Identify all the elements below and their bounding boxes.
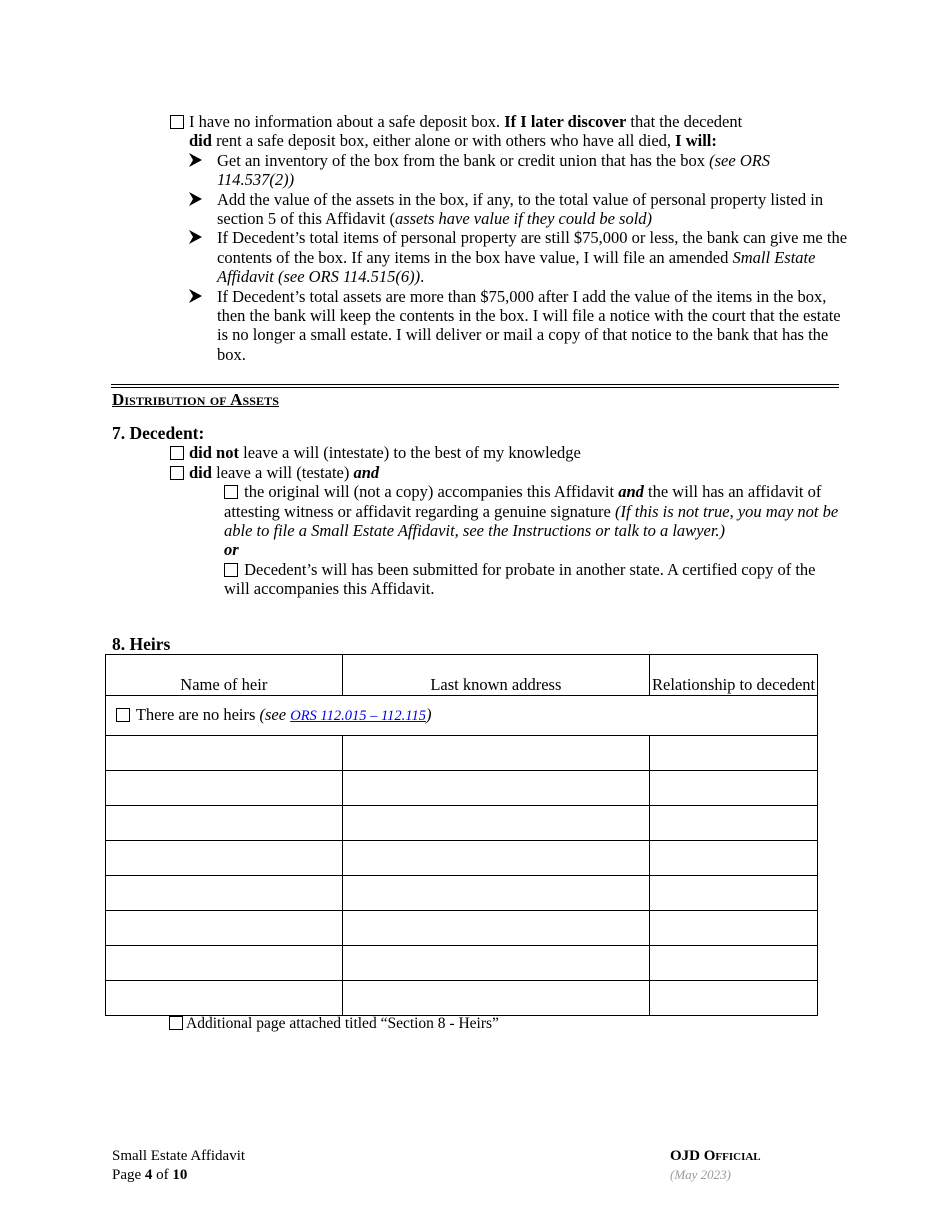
- additional-page-option: Additional page attached titled “Section 8 - Heirs”: [169, 1014, 499, 1033]
- table-row: [106, 771, 818, 806]
- arrowhead-bullet-icon: [189, 192, 202, 206]
- table-row: [106, 806, 818, 841]
- heir-address-cell[interactable]: [342, 841, 650, 876]
- heir-relationship-cell[interactable]: [650, 771, 818, 806]
- column-header-name: Name of heir: [106, 655, 343, 696]
- heir-address-cell[interactable]: [342, 981, 650, 1016]
- probate-other-state-checkbox[interactable]: [224, 563, 238, 577]
- heir-name-cell[interactable]: [106, 841, 343, 876]
- table-row: [106, 981, 818, 1016]
- did-leave-will-checkbox[interactable]: [170, 466, 184, 480]
- footer-left: [112, 1147, 245, 1184]
- heir-name-cell[interactable]: [106, 771, 343, 806]
- arrowhead-bullet-icon: [189, 153, 202, 167]
- heir-relationship-cell[interactable]: [650, 841, 818, 876]
- heir-relationship-cell[interactable]: [650, 876, 818, 911]
- heir-address-cell[interactable]: [342, 806, 650, 841]
- heir-name-cell[interactable]: [106, 806, 343, 841]
- original-will-checkbox[interactable]: [224, 485, 238, 499]
- intestate-option: did not leave a will (intestate) to the best of my knowledge: [170, 443, 842, 462]
- heir-relationship-cell[interactable]: [650, 736, 818, 771]
- heir-name-cell[interactable]: [106, 946, 343, 981]
- heir-name-cell[interactable]: [106, 981, 343, 1016]
- safe-deposit-section: [170, 112, 850, 364]
- form-name: Small Estate Affidavit: [112, 1148, 246, 1164]
- list-item: If Decedent’s total items of personal property are still $75,000 or less, the bank can give me the contents of the box. If any items in the box have value, I will file an amended Small Estate Affidavit (see ORS 114.515(6)).: [170, 228, 850, 286]
- heir-address-cell[interactable]: [342, 736, 650, 771]
- heir-address-cell[interactable]: [342, 771, 650, 806]
- safe-deposit-steps: [170, 151, 850, 364]
- table-row: [106, 946, 818, 981]
- heir-address-cell[interactable]: [342, 911, 650, 946]
- section-8-title: 8. Heirs: [112, 634, 171, 654]
- column-header-address: Last known address: [342, 655, 650, 696]
- column-header-relationship: Relationship to decedent: [650, 655, 818, 696]
- distribution-heading: Distribution of Assets: [112, 390, 280, 409]
- list-item: Get an inventory of the box from the bank or credit union that has the box (see ORS 114.537(2)): [170, 151, 850, 190]
- table-row: [106, 841, 818, 876]
- ors-statute-link[interactable]: ORS 112.015 – 112.115: [290, 707, 426, 724]
- list-item: If Decedent’s total assets are more than $75,000 after I add the value of the items in the box, then the bank will keep the contents in the box. I will file a notice with the court that the estate is no longer a small estate. I will deliver or mail a copy of that notice to the bank that has the box.: [170, 287, 850, 365]
- arrowhead-bullet-icon: [189, 230, 202, 244]
- additional-page-checkbox[interactable]: [169, 1016, 183, 1030]
- section-7-decedent: [112, 424, 842, 599]
- safe-deposit-lead: I have no information about a safe deposit box. If I later discover that the decedent did rent a safe deposit box, either alone or with others who have all died, I will:: [170, 112, 850, 151]
- table-row: [106, 911, 818, 946]
- no-heirs-checkbox[interactable]: [116, 708, 130, 722]
- heir-address-cell[interactable]: [342, 876, 650, 911]
- heir-address-cell[interactable]: [342, 946, 650, 981]
- heir-name-cell[interactable]: [106, 876, 343, 911]
- heir-relationship-cell[interactable]: [650, 911, 818, 946]
- heirs-table: [105, 654, 818, 1016]
- revision-date: (May 2023): [670, 1166, 732, 1182]
- no-safe-deposit-checkbox[interactable]: [170, 115, 184, 129]
- heir-relationship-cell[interactable]: [650, 981, 818, 1016]
- table-row: [106, 736, 818, 771]
- footer-right: [670, 1147, 761, 1184]
- heir-name-cell[interactable]: [106, 736, 343, 771]
- probate-other-state-option: Decedent’s will has been submitted for probate in another state. A certified copy of the will accompanies this Affidavit.: [224, 559, 816, 599]
- or-label: or: [224, 540, 239, 560]
- did-not-leave-will-checkbox[interactable]: [170, 446, 184, 460]
- heir-relationship-cell[interactable]: [650, 946, 818, 981]
- heir-relationship-cell[interactable]: [650, 806, 818, 841]
- section-divider: [111, 384, 839, 388]
- section-7-title: 7. Decedent:: [112, 423, 205, 443]
- testate-option: did leave a will (testate) and: [170, 463, 842, 482]
- ojd-official-label: OJD Official: [670, 1148, 761, 1164]
- page-number: Page 4 of 10: [112, 1166, 188, 1183]
- no-heirs-cell: There are no heirs (see ORS 112.015 – 112.115): [106, 696, 818, 736]
- heir-name-cell[interactable]: [106, 911, 343, 946]
- table-row: [106, 876, 818, 911]
- arrowhead-bullet-icon: [189, 289, 202, 303]
- list-item: Add the value of the assets in the box, if any, to the total value of personal property listed in section 5 of this Affidavit (assets have value if they could be sold): [170, 190, 850, 229]
- original-will-option: the original will (not a copy) accompanies this Affidavit and the will has an affidavit of attesting witness or affidavit regarding a genuine signature (If this is not true, you may not be able to file a Small Estate Affidavit, see the Instructions or talk to a lawyer.): [224, 482, 839, 541]
